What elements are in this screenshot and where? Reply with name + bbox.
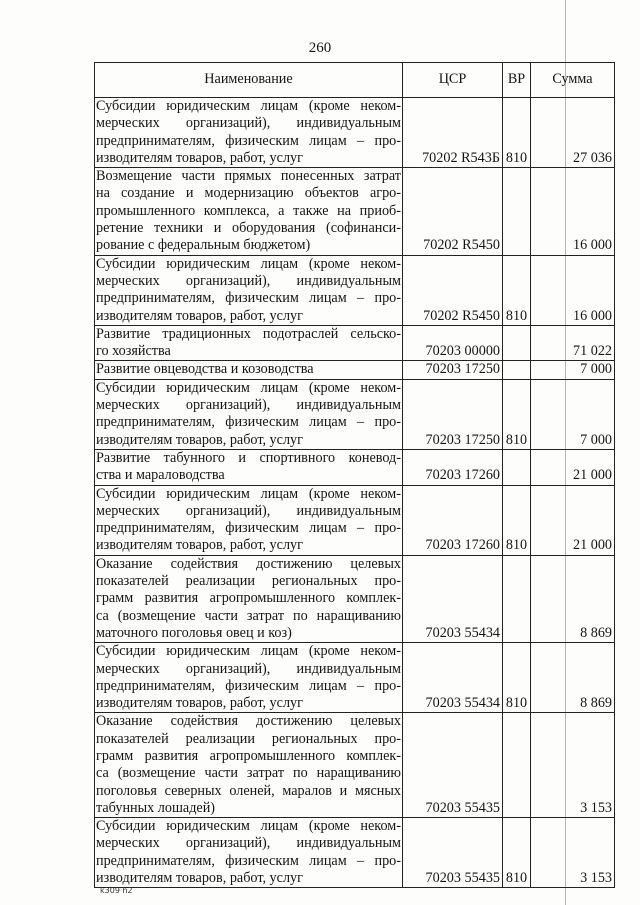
row-csr: 70203 55435 — [403, 713, 503, 818]
table-row — [95, 379, 615, 449]
table-row — [95, 818, 615, 888]
row-name-line: предпринимателям, физическим лицам – про- — [96, 414, 401, 431]
row-vr: 810 — [503, 255, 531, 325]
table-body — [95, 98, 615, 888]
row-csr: 70203 00000 — [403, 325, 503, 361]
row-name-line: мерческих организаций), индивидуальным — [96, 660, 401, 677]
row-name-line: показателей реализации региональных про- — [96, 730, 401, 747]
row-sum: 7 000 — [531, 361, 615, 379]
row-vr — [503, 168, 531, 255]
row-sum: 71 022 — [531, 325, 615, 361]
row-name-line: мерческих организаций), индивидуальным — [96, 272, 401, 289]
row-name — [95, 449, 403, 485]
row-name-line: грамм развития агропромышленного комплек- — [96, 590, 401, 607]
row-sum: 8 869 — [531, 643, 615, 713]
row-name-line: грамм развития агропромышленного комплек- — [96, 747, 401, 764]
row-name-line: изводителям товаров, работ, услуг — [96, 695, 303, 712]
row-name-line: мерческих организаций), индивидуальным — [96, 502, 401, 519]
row-vr: 810 — [503, 98, 531, 168]
row-csr: 70202 R5450 — [403, 255, 503, 325]
row-name-line: на создание и модернизацию объектов агро- — [96, 185, 401, 202]
row-name — [95, 98, 403, 168]
footer-code: k309 h2 — [100, 886, 133, 895]
table-row — [95, 485, 615, 555]
row-name-line: Развитие традиционных подотраслей сельско- — [96, 325, 401, 342]
row-name-line: предпринимателям, физическим лицам – про- — [96, 290, 401, 307]
row-vr: 810 — [503, 643, 531, 713]
table-row — [95, 555, 615, 642]
row-name — [95, 379, 403, 449]
row-name-line: рование с федеральным бюджетом) — [96, 237, 311, 254]
row-name-line: Субсидии юридическим лицам (кроме неком- — [96, 379, 401, 396]
row-name — [95, 361, 403, 379]
row-sum: 8 869 — [531, 555, 615, 642]
row-name-line: са (возмещение части затрат по наращиванию — [96, 607, 401, 624]
row-name — [95, 255, 403, 325]
row-name-line: промышленного комплекса, а также на приоб- — [96, 202, 401, 219]
row-vr — [503, 713, 531, 818]
row-name — [95, 713, 403, 818]
row-sum: 3 153 — [531, 818, 615, 888]
row-sum: 21 000 — [531, 449, 615, 485]
row-name-line: предпринимателям, физическим лицам – про- — [96, 677, 401, 694]
row-csr: 70203 55435 — [403, 818, 503, 888]
row-name-line: маточного поголовья овец и коз) — [96, 624, 292, 641]
row-name-line: мерческих организаций), индивидуальным — [96, 397, 401, 414]
row-name-line: предпринимателям, физическим лицам – про- — [96, 520, 401, 537]
row-name-line: табунных лошадей) — [96, 799, 216, 816]
row-name-line: Возмещение части прямых понесенных затрат — [96, 168, 401, 185]
row-name-line: изводителям товаров, работ, услуг — [96, 431, 303, 448]
row-name-line: Развитие овцеводства и козоводства — [96, 361, 314, 378]
row-name-line: ретение техники и оборудования (софинанси- — [96, 220, 401, 237]
row-name-line: Оказание содействия достижению целевых — [96, 555, 401, 572]
row-sum: 3 153 — [531, 713, 615, 818]
header-vr: ВР — [503, 63, 531, 98]
table-row — [95, 643, 615, 713]
row-csr: 70203 55434 — [403, 555, 503, 642]
row-name-line: Субсидии юридическим лицам (кроме неком- — [96, 485, 401, 502]
row-name — [95, 485, 403, 555]
row-csr: 70203 17250 — [403, 361, 503, 379]
row-name — [95, 555, 403, 642]
row-vr: 810 — [503, 379, 531, 449]
row-name-line: изводителям товаров, работ, услуг — [96, 307, 303, 324]
row-name-line: предпринимателям, физическим лицам – про- — [96, 132, 401, 149]
table-row — [95, 255, 615, 325]
row-name-line: Субсидии юридическим лицам (кроме неком- — [96, 818, 401, 835]
row-name-line: изводителям товаров, работ, услуг — [96, 870, 303, 887]
page-number: 260 — [308, 40, 332, 56]
table-row — [95, 168, 615, 255]
row-vr — [503, 361, 531, 379]
row-name-line: Субсидии юридическим лицам (кроме неком- — [96, 255, 401, 272]
row-name-line: Развитие табунного и спортивного коневод- — [96, 449, 401, 466]
row-name-line: го хозяйства — [96, 343, 171, 360]
row-vr — [503, 325, 531, 361]
row-name — [95, 818, 403, 888]
table-header-row — [95, 63, 615, 98]
header-csr: ЦСР — [403, 63, 503, 98]
table-row — [95, 361, 615, 379]
row-name-line: Субсидии юридическим лицам (кроме неком- — [96, 98, 401, 114]
row-vr — [503, 449, 531, 485]
row-name-line: мерческих организаций), индивидуальным — [96, 115, 401, 132]
row-name-line: поголовья северных оленей, маралов и мясных — [96, 782, 401, 799]
row-name-line: показателей реализации региональных про- — [96, 573, 401, 590]
header-name: Наименование — [95, 63, 403, 98]
row-name-line: изводителям товаров, работ, услуг — [96, 149, 303, 166]
row-name-line: ства и мараловодства — [96, 467, 225, 484]
table-row — [95, 713, 615, 818]
row-name-line: мерческих организаций), индивидуальным — [96, 835, 401, 852]
table-row — [95, 325, 615, 361]
row-csr: 70202 R543Б — [403, 98, 503, 168]
row-sum: 21 000 — [531, 485, 615, 555]
table-row — [95, 98, 615, 168]
row-csr: 70203 17250 — [403, 379, 503, 449]
row-name — [95, 643, 403, 713]
row-name — [95, 168, 403, 255]
budget-table — [94, 62, 615, 888]
row-name-line: Субсидии юридическим лицам (кроме неком- — [96, 643, 401, 660]
row-sum: 27 036 — [531, 98, 615, 168]
row-sum: 16 000 — [531, 168, 615, 255]
row-csr: 70203 55434 — [403, 643, 503, 713]
header-sum: Сумма — [531, 63, 615, 98]
row-name-line: са (возмещение части затрат по наращиванию — [96, 765, 401, 782]
row-sum: 16 000 — [531, 255, 615, 325]
row-csr: 70203 17260 — [403, 485, 503, 555]
row-name-line: Оказание содействия достижению целевых — [96, 713, 401, 730]
row-csr: 70202 R5450 — [403, 168, 503, 255]
table-row — [95, 449, 615, 485]
row-csr: 70203 17260 — [403, 449, 503, 485]
row-sum: 7 000 — [531, 379, 615, 449]
row-name-line: предпринимателям, физическим лицам – про- — [96, 852, 401, 869]
row-vr: 810 — [503, 818, 531, 888]
row-vr — [503, 555, 531, 642]
row-vr: 810 — [503, 485, 531, 555]
row-name — [95, 325, 403, 361]
row-name-line: изводителям товаров, работ, услуг — [96, 537, 303, 554]
